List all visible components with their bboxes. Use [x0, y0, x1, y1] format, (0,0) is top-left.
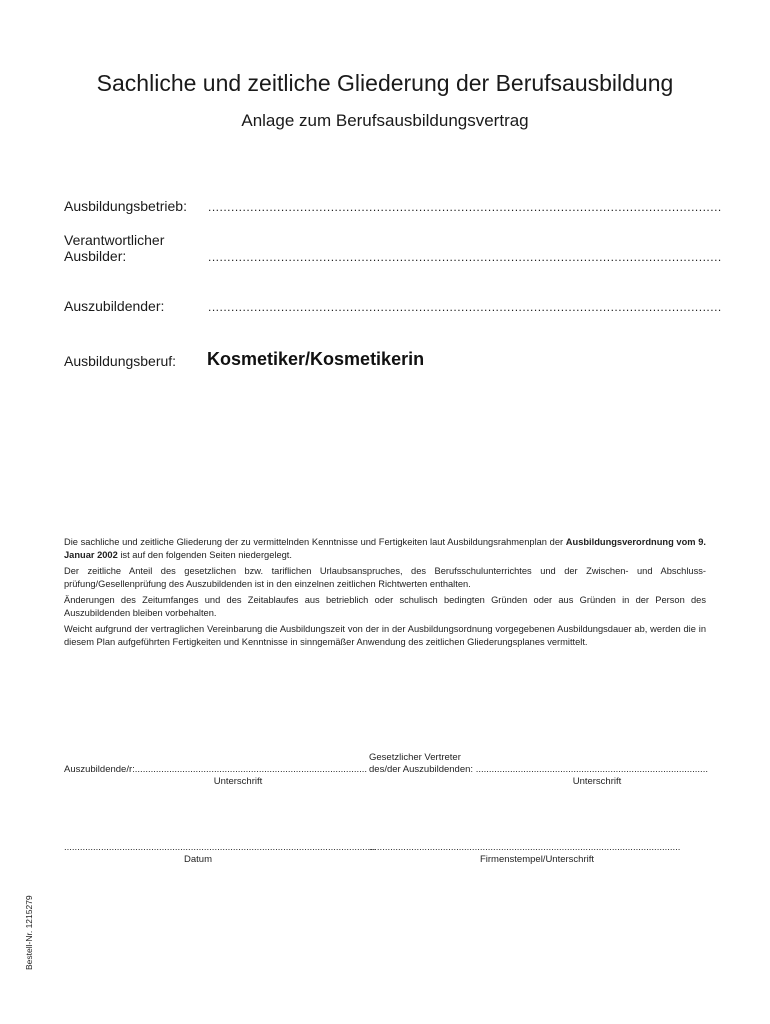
betrieb-field[interactable]: ......................................................................................................................................: [208, 200, 722, 214]
order-number: Bestell-Nr. 1215279: [24, 895, 34, 970]
ausbilder-field[interactable]: ......................................................................................................................................: [208, 250, 722, 264]
azubi-signature-label: Auszubildende/r:: [64, 764, 135, 775]
vertreter-signature-dots: ........................................................................................: [475, 764, 708, 775]
datum-caption: Datum: [184, 854, 212, 865]
paragraph-1: [64, 536, 706, 561]
betrieb-label: Ausbildungsbetrieb:: [64, 198, 187, 214]
paragraph-4: Weicht aufgrund der vertraglichen Vereinbarung die Ausbildungszeit von der in der Ausbildungsordnung vorgegebenen Ausbildungsdauer ab, werden die in diesem Plan aufgeführten Fertigkeiten und Kenntnisse in sinngemäßer Anwendung des zeitlichen Gliederungsplanes vermittelt.: [64, 624, 706, 647]
document-title: Sachliche und zeitliche Gliederung der Berufsausbildung: [96, 70, 674, 96]
info-paragraphs: [64, 536, 706, 652]
ausbilder-label-line2: Ausbilder:: [64, 248, 127, 264]
paragraph-1-text-b: ist auf den folgenden Seiten niedergelegt.: [117, 549, 292, 560]
ausbilder-label-line1: Verantwortlicher: [64, 232, 165, 248]
paragraph-1-bold: Ausbildungsverordnung vom 9. Januar 2002: [64, 537, 706, 560]
auszubildender-label: Auszubildender:: [64, 298, 165, 314]
vertreter-label-line1: Gesetzlicher Vertreter: [369, 752, 461, 763]
firmenstempel-line[interactable]: ......................................................................................................................: [369, 842, 681, 853]
paragraph-1-text-a: Die sachliche und zeitliche Gliederung der zu vermittelnden Kenntnisse und Fertigkeiten laut Ausbildungsrahmenplan der: [64, 537, 566, 547]
azubi-unterschrift-caption: Unterschrift: [213, 776, 263, 787]
auszubildender-field[interactable]: ......................................................................................................................................: [208, 300, 722, 314]
vertreter-unterschrift-caption: Unterschrift: [572, 776, 622, 787]
azubi-signature-dots: ........................................................................................: [134, 764, 368, 775]
beruf-label: Ausbildungsberuf:: [64, 353, 177, 369]
azubi-signature-line[interactable]: [64, 764, 368, 775]
beruf-value: Kosmetiker/Kosmetikerin: [207, 349, 425, 369]
paragraph-2: Der zeitliche Anteil des gesetzlichen bzw. tariflichen Urlaubsanspruches, des Berufsschulunterrichtes und der Zwischen- und Abschlussprüfung/Gesellenprüfung des Auszubildenden ist in den einzelnen zeitlichen Richtwerten enthalten.: [64, 566, 706, 589]
vertreter-signature-label: des/der Auszubildenden:: [369, 764, 474, 775]
vertreter-signature-line[interactable]: [369, 764, 708, 775]
document-subtitle: Anlage zum Berufsausbildungsvertrag: [241, 111, 529, 130]
firmenstempel-caption: Firmenstempel/Unterschrift: [479, 854, 595, 865]
paragraph-3: Änderungen des Zeitumfanges und des Zeitablaufes aus betrieblich oder schulisch bedingten Gründen oder aus Gründen in der Person des Auszubildenden bleiben vorbehalten.: [64, 595, 706, 618]
datum-line[interactable]: ......................................................................................................................: [64, 842, 376, 853]
